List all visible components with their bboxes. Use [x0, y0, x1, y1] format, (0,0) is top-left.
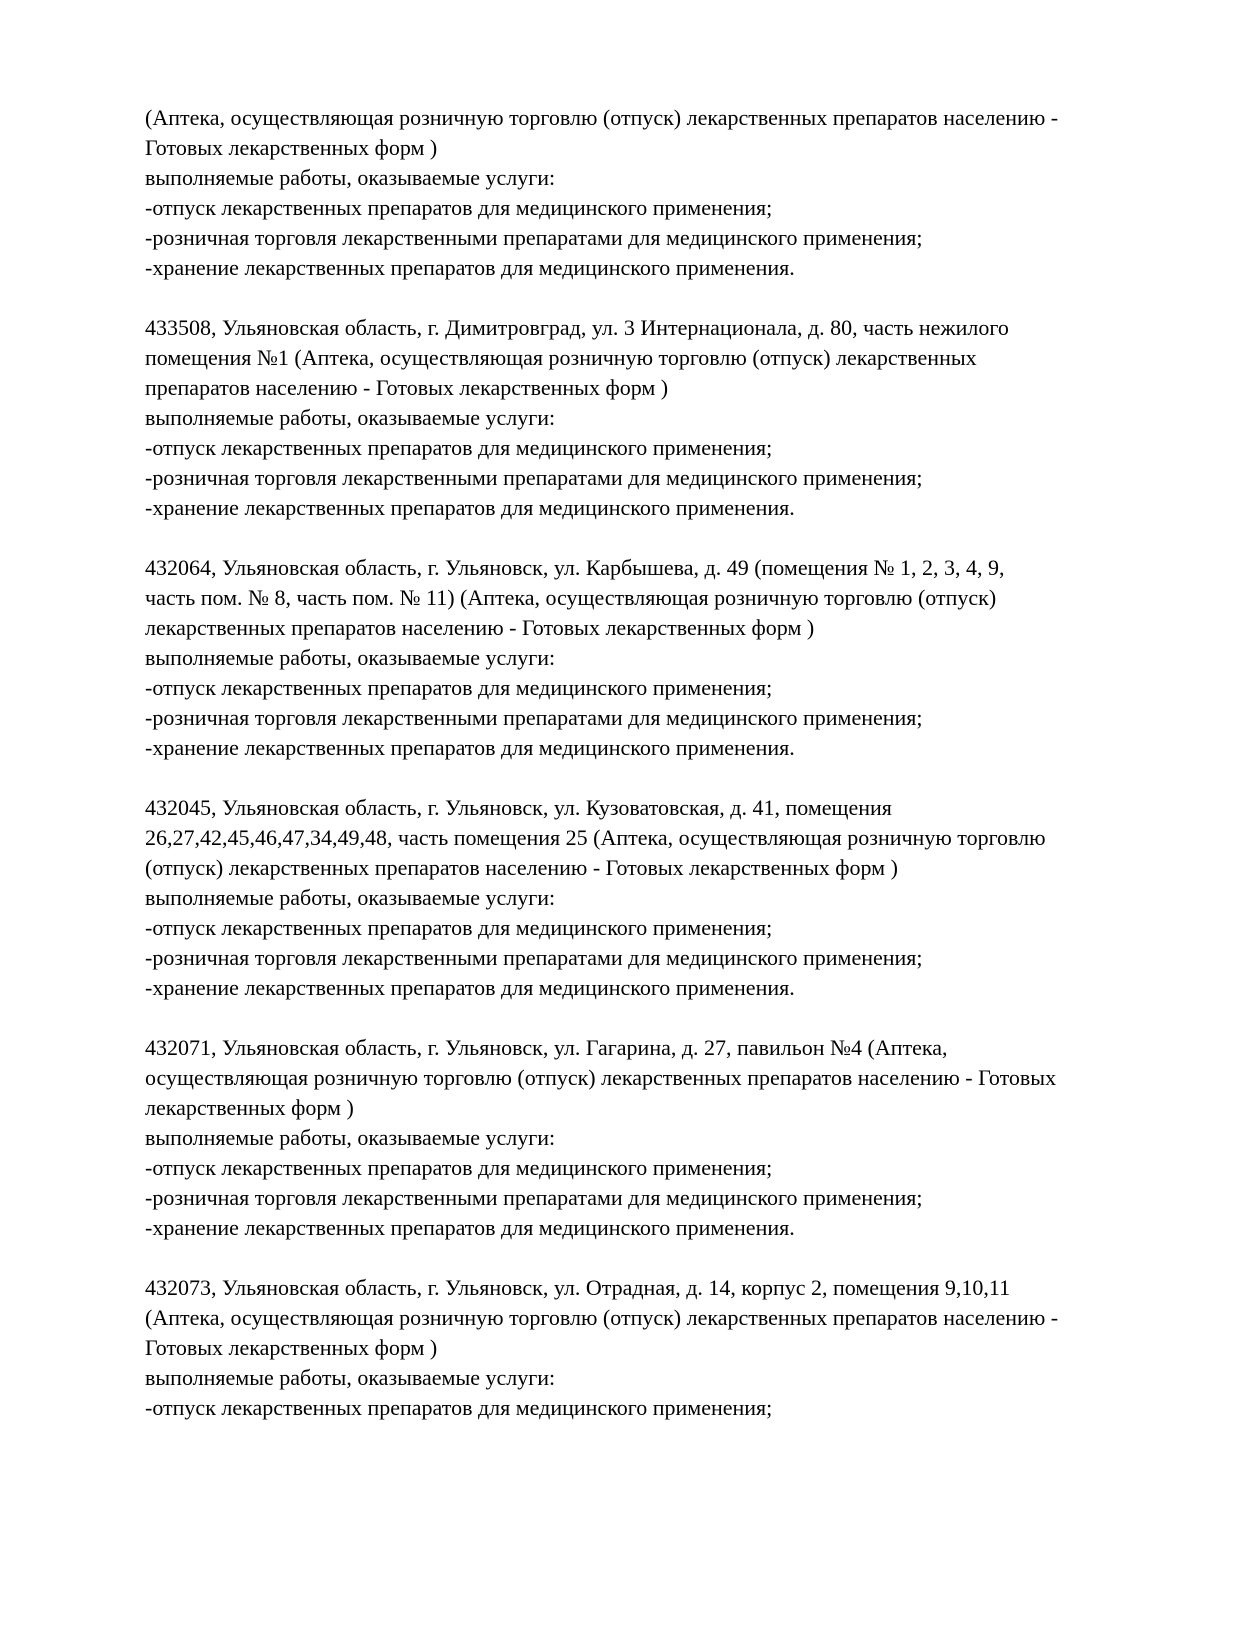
service-item: -отпуск лекарственных препаратов для медицинского применения;: [145, 435, 773, 460]
services-header: выполняемые работы, оказываемые услуги:: [145, 165, 556, 190]
service-item: -розничная торговля лекарственными препаратами для медицинского применения;: [145, 945, 923, 970]
service-item: -розничная торговля лекарственными препаратами для медицинского применения;: [145, 1185, 923, 1210]
entry-432064: [145, 553, 1185, 763]
service-item: -отпуск лекарственных препаратов для медицинского применения;: [145, 1395, 773, 1420]
entry-continuation: [145, 103, 1185, 283]
service-item: -розничная торговля лекарственными препаратами для медицинского применения;: [145, 465, 923, 490]
address-line: 432071, Ульяновская область, г. Ульяновск, ул. Гагарина, д. 27, павильон №4 (Аптека,: [145, 1035, 948, 1060]
address-line: лекарственных форм ): [145, 1095, 354, 1120]
address-line: осуществляющая розничную торговлю (отпуск) лекарственных препаратов населению - Готовых: [145, 1065, 1057, 1090]
service-item: -хранение лекарственных препаратов для медицинского применения.: [145, 975, 795, 1000]
service-item: -хранение лекарственных препаратов для медицинского применения.: [145, 495, 795, 520]
service-item: -хранение лекарственных препаратов для медицинского применения.: [145, 735, 795, 760]
service-item: -хранение лекарственных препаратов для медицинского применения.: [145, 255, 795, 280]
services-header: выполняемые работы, оказываемые услуги:: [145, 1365, 556, 1390]
address-line: (Аптека, осуществляющая розничную торговлю (отпуск) лекарственных препаратов населению -: [145, 1305, 1059, 1330]
address-line: 433508, Ульяновская область, г. Димитровград, ул. 3 Интернационала, д. 80, часть нежилого: [145, 315, 1009, 340]
address-line: 26,27,42,45,46,47,34,49,48, часть помещения 25 (Аптека, осуществляющая розничную торговлю: [145, 825, 1046, 850]
address-line: (отпуск) лекарственных препаратов населению - Готовых лекарственных форм ): [145, 855, 898, 880]
text-line: (Аптека, осуществляющая розничную торговлю (отпуск) лекарственных препаратов населению -: [145, 105, 1059, 130]
services-header: выполняемые работы, оказываемые услуги:: [145, 405, 556, 430]
service-item: -розничная торговля лекарственными препаратами для медицинского применения;: [145, 225, 923, 250]
address-line: помещения №1 (Аптека, осуществляющая розничную торговлю (отпуск) лекарственных: [145, 345, 977, 370]
text-line: Готовых лекарственных форм ): [145, 135, 438, 160]
service-item: -отпуск лекарственных препаратов для медицинского применения;: [145, 195, 773, 220]
entry-432045: [145, 793, 1185, 1003]
address-line: Готовых лекарственных форм ): [145, 1335, 438, 1360]
services-header: выполняемые работы, оказываемые услуги:: [145, 1125, 556, 1150]
service-item: -хранение лекарственных препаратов для медицинского применения.: [145, 1215, 795, 1240]
service-item: -розничная торговля лекарственными препаратами для медицинского применения;: [145, 705, 923, 730]
entry-432073: [145, 1273, 1185, 1423]
address-line: 432073, Ульяновская область, г. Ульяновск, ул. Отрадная, д. 14, корпус 2, помещения 9,10,11: [145, 1275, 1011, 1300]
services-header: выполняемые работы, оказываемые услуги:: [145, 645, 556, 670]
address-line: лекарственных препаратов населению - Готовых лекарственных форм ): [145, 615, 815, 640]
address-line: 432064, Ульяновская область, г. Ульяновск, ул. Карбышева, д. 49 (помещения № 1, 2, 3, 4, 9,: [145, 555, 1005, 580]
services-header: выполняемые работы, оказываемые услуги:: [145, 885, 556, 910]
entry-432071: [145, 1033, 1185, 1243]
entry-433508: [145, 313, 1185, 523]
address-line: препаратов населению - Готовых лекарственных форм ): [145, 375, 669, 400]
address-line: часть пом. № 8, часть пом. № 11) (Аптека, осуществляющая розничную торговлю (отпуск): [145, 585, 997, 610]
service-item: -отпуск лекарственных препаратов для медицинского применения;: [145, 675, 773, 700]
address-line: 432045, Ульяновская область, г. Ульяновск, ул. Кузоватовская, д. 41, помещения: [145, 795, 892, 820]
service-item: -отпуск лекарственных препаратов для медицинского применения;: [145, 915, 773, 940]
service-item: -отпуск лекарственных препаратов для медицинского применения;: [145, 1155, 773, 1180]
